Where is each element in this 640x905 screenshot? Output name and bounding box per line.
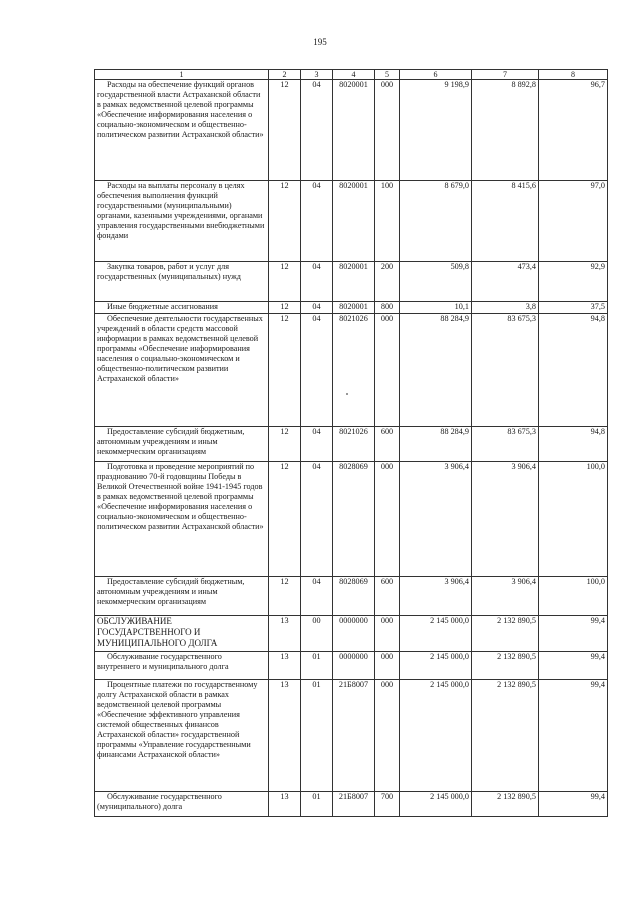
row-planned: 2 145 000,0 xyxy=(400,616,472,652)
table-row xyxy=(95,680,608,792)
row-name: Обслуживание государственного внутреннего и муниципального долга xyxy=(95,652,269,680)
header-cell: 6 xyxy=(400,70,472,80)
row-expense-type: 000 xyxy=(375,680,400,792)
row-section: 13 xyxy=(269,616,301,652)
row-expense-type: 600 xyxy=(375,427,400,462)
row-target-article: 8020001 xyxy=(333,181,375,262)
page-number: 195 xyxy=(313,37,327,47)
row-section: 13 xyxy=(269,652,301,680)
table-row xyxy=(95,792,608,817)
row-actual: 2 132 890,5 xyxy=(472,652,539,680)
row-name: Подготовка и проведение мероприятий по празднованию 70-й годовщины Победы в Великой Отечественной войне 1941-1945 годов в рамках ведомственной целевой программы «Обеспечение информирования населения о социально-экономическом и общественно-политическом развитии Астраханской области» xyxy=(95,462,269,577)
row-name: Расходы на выплаты персоналу в целях обеспечения выполнения функций государственными (муниципальными) органами, казенными учреждениями, органами управления государственными внебюджетными фондами xyxy=(95,181,269,262)
row-planned: 9 198,9 xyxy=(400,80,472,181)
row-name: Расходы на обеспечение функций органов государственной власти Астраханской области в рамках ведомственной целевой программы «Обеспечение информирования населения о социально-экономическом и общественно-политическом развитии Астраханской области» xyxy=(95,80,269,181)
row-name: Обеспечение деятельности государственных учреждений в области средств массовой информации в рамках ведомственной целевой программы «Обеспечение информирования населения о социально-экономическом и общественно-политическом развитии Астраханской области» xyxy=(95,314,269,427)
row-subsection: 00 xyxy=(301,616,333,652)
row-name: Процентные платежи по государственному долгу Астраханской области в рамках ведомственной целевой программы «Обеспечение эффективного управления системой общественных финансов Астраханской области» государственной программы «Управление государственными финансами Астраханской области» xyxy=(95,680,269,792)
row-subsection: 04 xyxy=(301,80,333,181)
row-target-article: 21Б8007 xyxy=(333,792,375,817)
row-subsection: 01 xyxy=(301,680,333,792)
header-cell: 2 xyxy=(269,70,301,80)
row-target-article: 8028069 xyxy=(333,462,375,577)
row-percent: 99,4 xyxy=(539,652,608,680)
row-target-article: 8028069 xyxy=(333,577,375,616)
row-name: Иные бюджетные ассигнования xyxy=(95,302,269,314)
row-percent: 100,0 xyxy=(539,577,608,616)
row-planned: 2 145 000,0 xyxy=(400,792,472,817)
row-percent: 96,7 xyxy=(539,80,608,181)
row-target-article: 8020001 xyxy=(333,80,375,181)
row-percent: 92,9 xyxy=(539,262,608,302)
row-planned: 509,8 xyxy=(400,262,472,302)
row-section: 12 xyxy=(269,80,301,181)
row-section: 12 xyxy=(269,181,301,262)
header-cell: 5 xyxy=(375,70,400,80)
row-subsection: 04 xyxy=(301,577,333,616)
row-subsection: 04 xyxy=(301,262,333,302)
row-target-article: 8020001 xyxy=(333,262,375,302)
row-name: Закупка товаров, работ и услуг для государственных (муниципальных) нужд xyxy=(95,262,269,302)
table-row xyxy=(95,181,608,262)
row-name: Предоставление субсидий бюджетным, автономным учреждениям и иным некоммерческим организациям xyxy=(95,577,269,616)
row-section: 13 xyxy=(269,680,301,792)
row-actual: 473,4 xyxy=(472,262,539,302)
row-target-article: 0000000 xyxy=(333,616,375,652)
row-section: 12 xyxy=(269,427,301,462)
row-percent: 99,4 xyxy=(539,792,608,817)
row-actual: 2 132 890,5 xyxy=(472,616,539,652)
header-cell: 1 xyxy=(95,70,269,80)
row-planned: 10,1 xyxy=(400,302,472,314)
row-percent: 37,5 xyxy=(539,302,608,314)
row-target-article: 21Б8007 xyxy=(333,680,375,792)
row-target-article: 8020001 xyxy=(333,302,375,314)
row-target-article: 8021026 xyxy=(333,314,375,427)
row-subsection: 01 xyxy=(301,652,333,680)
row-actual: 2 132 890,5 xyxy=(472,680,539,792)
row-planned: 88 284,9 xyxy=(400,314,472,427)
row-section: 13 xyxy=(269,792,301,817)
header-row xyxy=(95,70,608,80)
budget-table xyxy=(94,69,608,817)
row-expense-type: 600 xyxy=(375,577,400,616)
row-subsection: 04 xyxy=(301,181,333,262)
row-subsection: 01 xyxy=(301,792,333,817)
table-row xyxy=(95,262,608,302)
row-subsection: 04 xyxy=(301,302,333,314)
row-target-article: 0000000 xyxy=(333,652,375,680)
row-planned: 88 284,9 xyxy=(400,427,472,462)
row-section: 12 xyxy=(269,302,301,314)
row-planned: 8 679,0 xyxy=(400,181,472,262)
table-row xyxy=(95,652,608,680)
row-section: 12 xyxy=(269,314,301,427)
row-planned: 2 145 000,0 xyxy=(400,652,472,680)
row-expense-type: 700 xyxy=(375,792,400,817)
table-row xyxy=(95,616,608,652)
row-section: 12 xyxy=(269,262,301,302)
scan-speck xyxy=(346,393,348,395)
row-name: Обслуживание государственного (муниципального) долга xyxy=(95,792,269,817)
table-row xyxy=(95,427,608,462)
row-expense-type: 000 xyxy=(375,652,400,680)
row-actual: 3 906,4 xyxy=(472,577,539,616)
table-row xyxy=(95,462,608,577)
row-target-article: 8021026 xyxy=(333,427,375,462)
row-planned: 2 145 000,0 xyxy=(400,680,472,792)
row-subsection: 04 xyxy=(301,314,333,427)
row-expense-type: 000 xyxy=(375,616,400,652)
row-expense-type: 000 xyxy=(375,462,400,577)
table-row xyxy=(95,577,608,616)
row-percent: 97,0 xyxy=(539,181,608,262)
row-percent: 94,8 xyxy=(539,314,608,427)
row-expense-type: 000 xyxy=(375,80,400,181)
row-percent: 94,8 xyxy=(539,427,608,462)
row-expense-type: 100 xyxy=(375,181,400,262)
row-actual: 83 675,3 xyxy=(472,314,539,427)
row-expense-type: 800 xyxy=(375,302,400,314)
row-percent: 99,4 xyxy=(539,616,608,652)
table-row xyxy=(95,80,608,181)
row-subsection: 04 xyxy=(301,462,333,577)
row-subsection: 04 xyxy=(301,427,333,462)
row-actual: 83 675,3 xyxy=(472,427,539,462)
row-actual: 8 892,8 xyxy=(472,80,539,181)
row-section: 12 xyxy=(269,462,301,577)
header-cell: 4 xyxy=(333,70,375,80)
table-row xyxy=(95,314,608,427)
row-actual: 8 415,6 xyxy=(472,181,539,262)
row-expense-type: 200 xyxy=(375,262,400,302)
row-section: 12 xyxy=(269,577,301,616)
header-cell: 7 xyxy=(472,70,539,80)
row-planned: 3 906,4 xyxy=(400,462,472,577)
row-name: Предоставление субсидий бюджетным, автономным учреждениям и иным некоммерческим организациям xyxy=(95,427,269,462)
row-actual: 3,8 xyxy=(472,302,539,314)
row-planned: 3 906,4 xyxy=(400,577,472,616)
row-percent: 100,0 xyxy=(539,462,608,577)
table-row xyxy=(95,302,608,314)
row-expense-type: 000 xyxy=(375,314,400,427)
header-cell: 3 xyxy=(301,70,333,80)
header-cell: 8 xyxy=(539,70,608,80)
row-actual: 3 906,4 xyxy=(472,462,539,577)
row-name: ОБСЛУЖИВАНИЕ ГОСУДАРСТВЕННОГО И МУНИЦИПАЛЬНОГО ДОЛГА xyxy=(95,616,269,652)
row-actual: 2 132 890,5 xyxy=(472,792,539,817)
row-percent: 99,4 xyxy=(539,680,608,792)
